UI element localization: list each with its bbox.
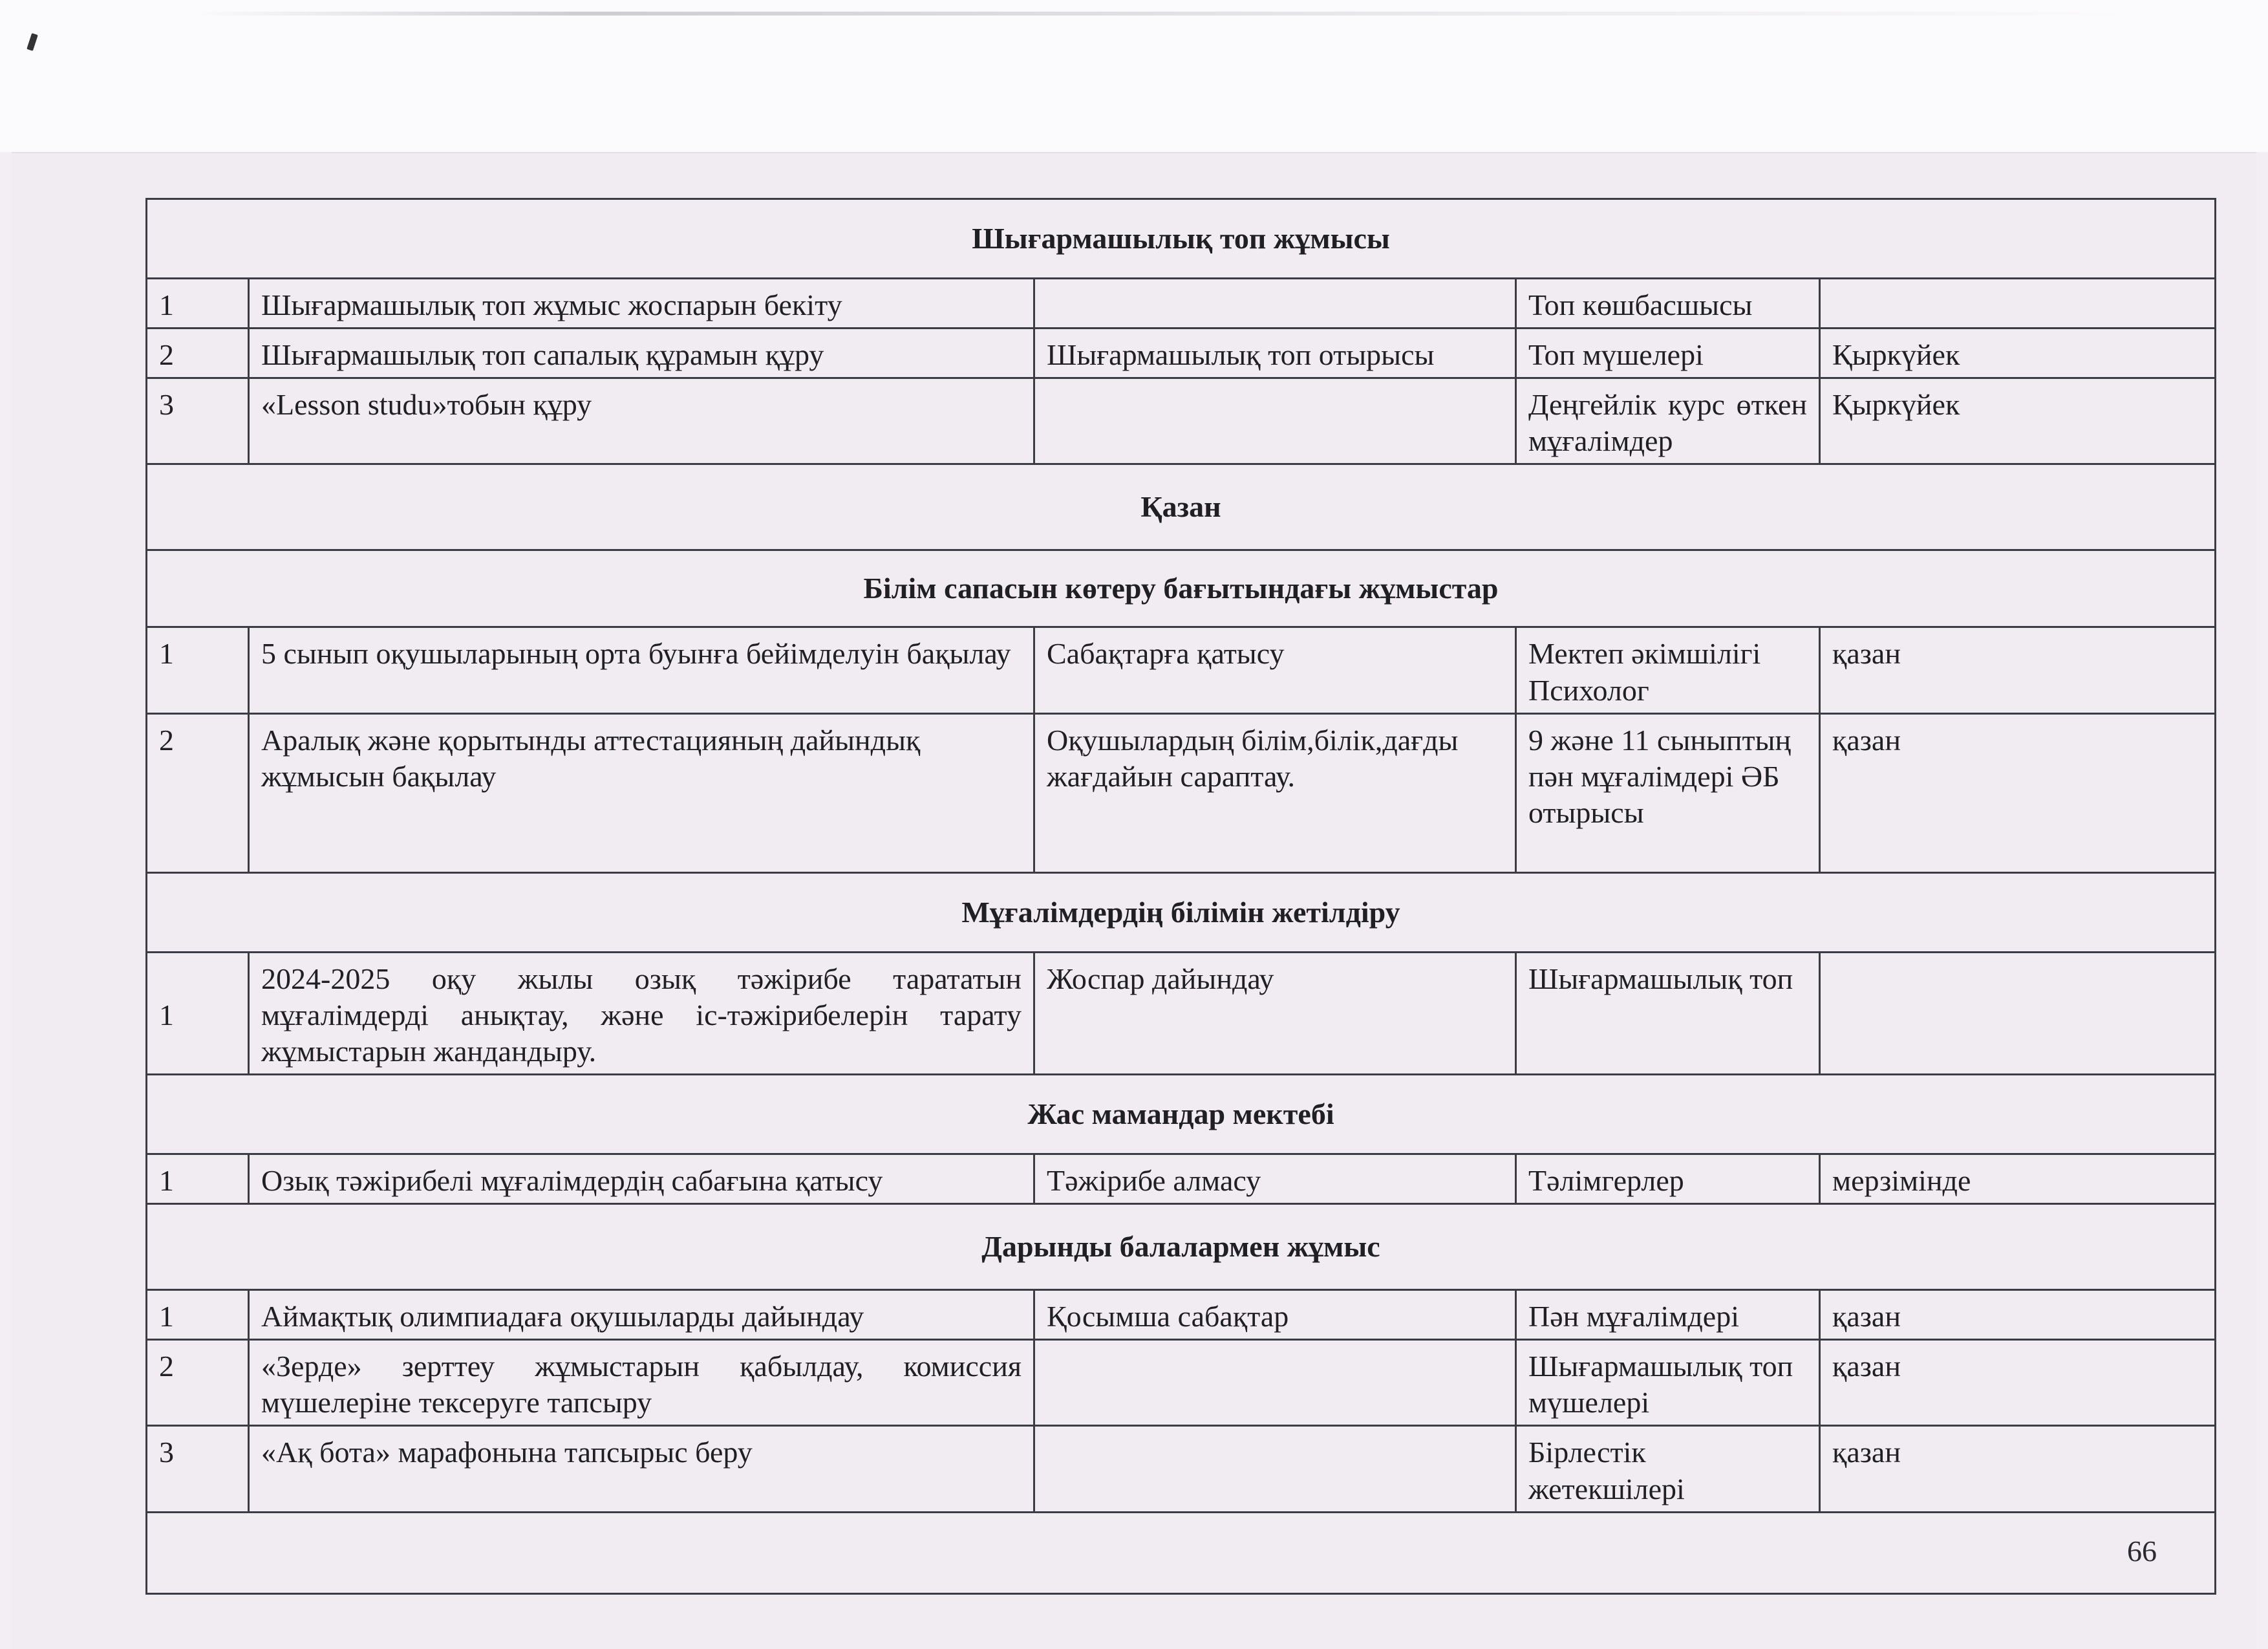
task-cell: 2024-2025 оқу жылы озық тәжірибе тарататын мұғалімдерді анықтау, және іс-тәжірибелерін тарату жұмыстарын жандандыру. [249, 952, 1034, 1074]
section-title: Жас мамандар мектебі [147, 1074, 2216, 1154]
task-cell: Шығармашылық топ жұмыс жоспарын бекіту [249, 279, 1034, 329]
task-cell: 5 сынып оқушыларының орта буынға бейімделуін бақылау [249, 627, 1034, 713]
task-cell: «Зерде» зерттеу жұмыстарын қабылдау, комиссия мүшелеріне тексеруге тапсыру [249, 1340, 1034, 1426]
responsible-cell: Бірлестік жетекшілері [1516, 1426, 1820, 1512]
deadline-cell: қазан [1820, 1290, 2216, 1340]
form-cell [1034, 279, 1516, 329]
task-cell: Озық тәжірибелі мұғалімдердің сабағына қатысу [249, 1154, 1034, 1203]
table-row [147, 1426, 2216, 1512]
table-row [147, 1290, 2216, 1340]
task-cell: Аймақтық олимпиадаға оқушыларды дайындау [249, 1290, 1034, 1340]
section-header-row [147, 1204, 2216, 1290]
row-number: 3 [147, 378, 249, 464]
table-row [147, 1154, 2216, 1203]
table-row [147, 627, 2216, 713]
row-number: 1 [147, 627, 249, 713]
row-number: 1 [147, 952, 249, 1074]
responsible-cell: Шығармашылық топ мүшелері [1516, 1340, 1820, 1426]
form-cell: Тәжірибе алмасу [1034, 1154, 1516, 1203]
table-row [147, 329, 2216, 378]
task-cell: «Lesson studu»тобын құру [249, 378, 1034, 464]
table-row [147, 378, 2216, 464]
form-cell: Шығармашылық топ отырысы [1034, 329, 1516, 378]
form-cell [1034, 378, 1516, 464]
form-cell [1034, 1340, 1516, 1426]
table-row [147, 713, 2216, 872]
deadline-cell: қазан [1820, 1340, 2216, 1426]
responsible-cell: 9 және 11 сыныптың пән мұғалімдері ӘБ отырысы [1516, 713, 1820, 872]
row-number: 3 [147, 1426, 249, 1512]
month-title: Қазан [147, 464, 2216, 550]
form-cell: Жоспар дайындау [1034, 952, 1516, 1074]
section-title: Білім сапасын көтеру бағытындағы жұмыстар [147, 550, 2216, 627]
responsible-cell: Мектеп әкімшілігі Психолог [1516, 627, 1820, 713]
row-number: 1 [147, 1154, 249, 1203]
form-cell: Оқушылардың білім,білік,дағды жағдайын сараптау. [1034, 713, 1516, 872]
form-cell: Сабақтарға қатысу [1034, 627, 1516, 713]
table-row [147, 279, 2216, 329]
responsible-cell: Топ көшбасшысы [1516, 279, 1820, 329]
section-header-row [147, 1074, 2216, 1154]
row-number: 2 [147, 1340, 249, 1426]
deadline-cell [1820, 952, 2216, 1074]
section-header-row [147, 872, 2216, 952]
work-plan-table [145, 198, 2216, 1595]
section-header-row [147, 464, 2216, 550]
scanner-margin [0, 0, 2268, 152]
form-cell [1034, 1426, 1516, 1512]
section-header-row [147, 199, 2216, 279]
task-cell: «Ақ бота» марафонына тапсырыс беру [249, 1426, 1034, 1512]
blank-row [147, 1512, 2216, 1593]
section-title: Шығармашылық топ жұмысы [147, 199, 2216, 279]
task-cell: Шығармашылық топ сапалық құрамын құру [249, 329, 1034, 378]
deadline-cell [1820, 279, 2216, 329]
section-title: Дарынды балалармен жұмыс [147, 1204, 2216, 1290]
form-cell: Қосымша сабақтар [1034, 1290, 1516, 1340]
responsible-cell: Топ мүшелері [1516, 329, 1820, 378]
deadline-cell: қазан [1820, 1426, 2216, 1512]
deadline-cell: Қыркүйек [1820, 329, 2216, 378]
deadline-cell: қазан [1820, 713, 2216, 872]
section-title: Мұғалімдердің білімін жетілдіру [147, 872, 2216, 952]
page-number: 66 [2127, 1535, 2157, 1568]
table-row [147, 1340, 2216, 1426]
row-number: 1 [147, 279, 249, 329]
table-row [147, 952, 2216, 1074]
deadline-cell: Қыркүйек [1820, 378, 2216, 464]
row-number: 1 [147, 1290, 249, 1340]
row-number: 2 [147, 713, 249, 872]
row-number: 2 [147, 329, 249, 378]
task-cell: Аралық және қорытынды аттестацияның дайындық жұмысын бақылау [249, 713, 1034, 872]
responsible-cell: Деңгейлік курс өткен мұғалімдер [1516, 378, 1820, 464]
deadline-cell: қазан [1820, 627, 2216, 713]
responsible-cell: Пән мұғалімдері [1516, 1290, 1820, 1340]
blank-cell [147, 1512, 2216, 1593]
deadline-cell: мерзімінде [1820, 1154, 2216, 1203]
section-header-row [147, 550, 2216, 627]
responsible-cell: Шығармашылық топ [1516, 952, 1820, 1074]
responsible-cell: Тәлімгерлер [1516, 1154, 1820, 1203]
